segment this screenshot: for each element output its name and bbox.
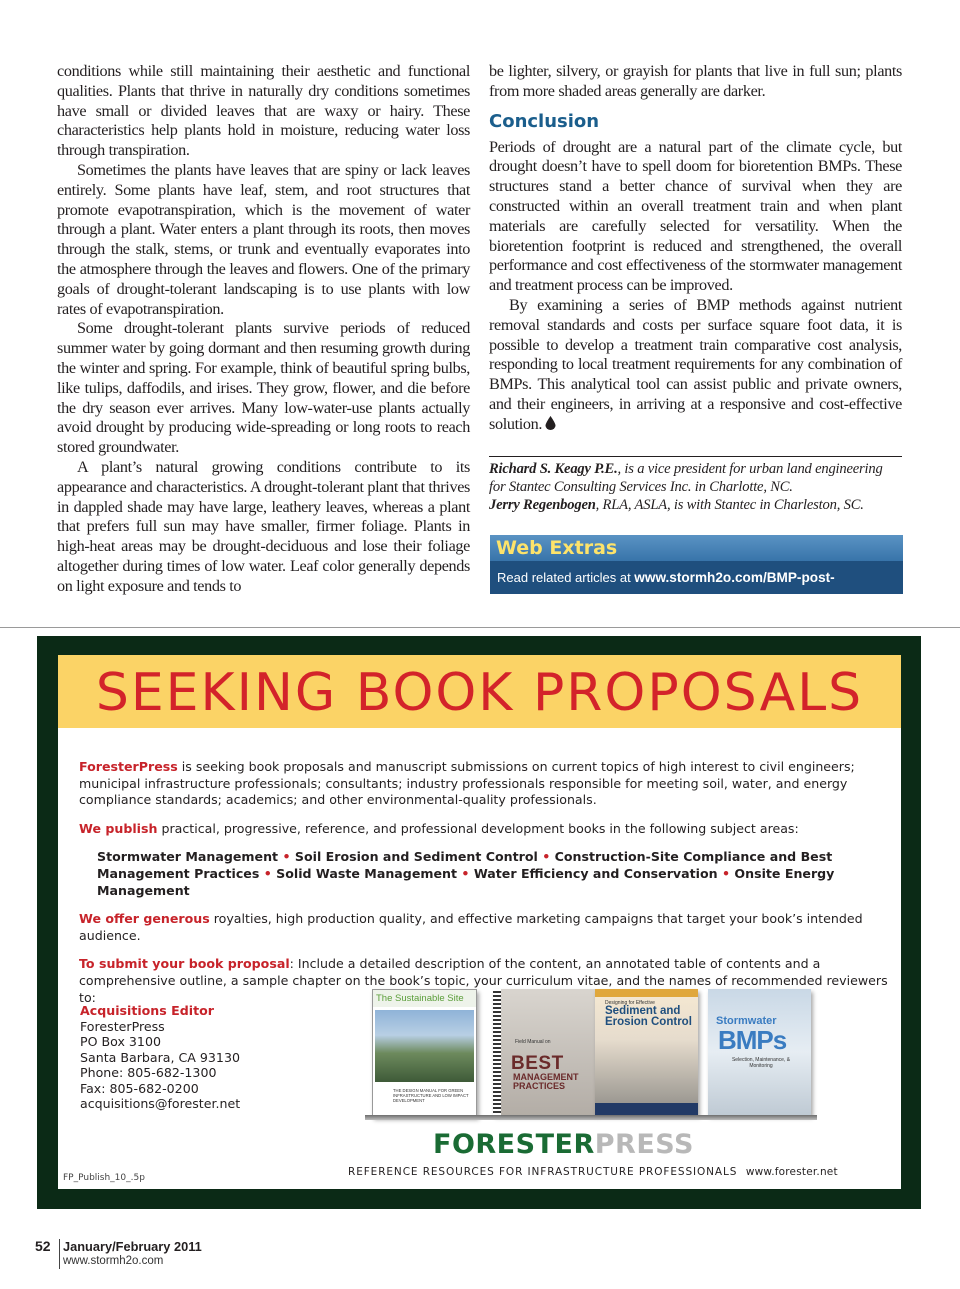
web-extras-link[interactable]: www.stormh2o.com/BMP-post-construction [497, 570, 835, 618]
article-paragraph: Some drought-tolerant plants survive periods of reduced summer water by going dormant and then resuming growth during the winter and spring. For example, think of beautiful spring bulbs, like tulips, daffodils, and irises. They grow, flower, and die before the dry season ever arrives. Many low-water-use plants actually avoid drought by producing wide-spreading or long roots to reach stored groundwater. [57, 319, 470, 457]
book-cover-sustainable-site [372, 989, 477, 1117]
article-paragraph: A plant’s natural growing conditions contribute to its appearance and characteristics. A drought-tolerant plant that thrives in dappled shade may have large, leathery leaves, whereas a plant that prefers full sun may have smaller, firmer foliage. Plants in high-heat areas may be drought-deciduous and lose their foliage altogether during times of low water. Leaf color generally depends on light exposure and tends to [57, 457, 470, 595]
book-title: Sediment and Erosion Control [605, 1005, 692, 1028]
contact-title: Acquisitions Editor [80, 1003, 214, 1018]
subject-item: Onsite Energy Management [97, 865, 835, 898]
ad-lead: ForesterPress [79, 759, 178, 774]
subject-areas [79, 849, 894, 899]
author-name: Richard S. Keagy P.E. [489, 461, 618, 477]
article-paragraph: Periods of drought are a natural part of the climate cycle, but drought doesn’t have to spell doom for bioretention BMPs. These structures stand a better chance of survival when they are constructed within an overall treatment train and when plant materials are carefully selected for versatility. When the bioretention footprint is reduced and strengthened, the overall performance and cost effectiveness of the stormwater management and treatment process can be improved. [489, 137, 902, 295]
author-bio-1 [489, 461, 902, 497]
article-paragraph-last [489, 296, 902, 435]
article-paragraph-text: By examining a series of BMP methods against nutrient removal standards and costs per surface square foot data, it is possible to develop a treatment train comparative cost analysis, responding to local treatment requirements for any combination of BMPs. This analytical tool can assist public and private owners, and their engineers, in arriving at a responsive and cost-effective solution. [489, 295, 902, 433]
book-footer-band [595, 1103, 698, 1115]
conclusion-heading: Conclusion [489, 110, 600, 132]
web-extras-prefix: Read related articles at [497, 570, 635, 585]
book-title-large: BMPs [718, 1025, 787, 1055]
author-description: , RLA, ASLA, is with Stantec in Charleston, SC. [595, 496, 864, 513]
book-covers [369, 989, 815, 1119]
author-name: Jerry Regenbogen [489, 496, 596, 513]
logo-wordmark [433, 1129, 694, 1161]
contact-line: PO Box 3100 [80, 1034, 161, 1049]
web-extras-link-row [490, 561, 903, 618]
book-cover-bmp-field-manual [493, 989, 596, 1115]
book-band [595, 989, 698, 997]
web-extras-box [490, 535, 903, 618]
tagline-text: REFERENCE RESOURCES FOR INFRASTRUCTURE PROFESSIONALS [348, 1166, 738, 1178]
ad-text: practical, progressive, reference, and professional development books in the following subject areas: [157, 820, 799, 836]
advertisement [37, 636, 921, 1209]
subject-item: Solid Waste Management [276, 865, 458, 881]
article-right-column [489, 62, 902, 435]
contact-line: Santa Barbara, CA 93130 [80, 1049, 240, 1065]
book-spine-pattern [493, 989, 501, 1115]
book-title: The Sustainable Site [373, 990, 476, 1007]
logo-forester: FORESTER [433, 1129, 595, 1160]
ad-paragraph [79, 821, 894, 838]
book-title: Stormwater [716, 1015, 777, 1027]
contact-email[interactable]: acquisitions@forester.net [80, 1096, 241, 1111]
book-cover-sediment-erosion [595, 989, 698, 1115]
book-subtitle: THE DESIGN MANUAL FOR GREEN INFRASTRUCTURE AND LOW IMPACT DEVELOPMENT [393, 1088, 469, 1103]
article-paragraph: conditions while still maintaining their aesthetic and functional qualities. Plants that thrive in naturally dry conditions sometimes have small or divided leaves that are waxy or hairy. These characteristics help plants hold in moisture, reducing water loss through transpiration. [57, 62, 470, 160]
book-title: BEST [511, 1053, 564, 1074]
issue-date: January/February 2011 [63, 1239, 202, 1254]
contact-fax: Fax: 805-682-0200 [80, 1080, 199, 1096]
footer-website[interactable]: www.stormh2o.com [63, 1255, 164, 1267]
footer-divider [59, 1239, 60, 1269]
ad-headline: SEEKING BOOK PROPOSALS [58, 655, 901, 728]
web-extras-title: Web Extras [490, 535, 903, 561]
ad-paragraph [79, 911, 894, 944]
subject-separator: • [537, 849, 555, 865]
book-subtitle: Designing for Effective [605, 1000, 655, 1006]
book-title-secondary: MANAGEMENT PRACTICES [513, 1072, 579, 1091]
author-bio [489, 456, 902, 514]
tagline-url[interactable]: www.forester.net [745, 1166, 838, 1178]
subject-item: Soil Erosion and Sediment Control [294, 849, 538, 865]
ad-text: : Include a detailed description of the content, an annotated table of contents and a comprehensive outline, a sample chapter on the book’s topic, your curriculum vitae, and the names of recommended reviewers to: [79, 956, 888, 1005]
ad-lead: We offer generous [79, 911, 210, 927]
foresterpress-logo [433, 1129, 793, 1161]
water-drop-icon [545, 416, 556, 430]
article-paragraph: Sometimes the plants have leaves that are spiny or lack leaves entirely. Some plants have leaf, stem, and root structures that promote evapotranspiration, which is the movement of water through a plant. Water enters a plant through its roots, then moves through the stalk, stems, or trunk and eventually evaporates into the atmosphere through the leaves and flowers. One of the primary goals of drought-tolerant landscaping is to use plants with low rates of evapotranspiration. [57, 160, 470, 318]
ad-tagline [348, 1166, 838, 1178]
author-bio-2 [489, 497, 902, 515]
ad-text: royalties, high production quality, and effective marketing campaigns that target your book’s intended audience. [79, 911, 863, 943]
subject-separator: • [457, 865, 474, 881]
article-paragraph: be lighter, silvery, or grayish for plants that live in full sun; plants from more shaded areas generally are darker. [489, 62, 902, 100]
article-left-column [57, 62, 470, 597]
contact-line: ForesterPress [80, 1018, 165, 1034]
subject-item: Construction-Site Compliance and Best Management Practices [97, 849, 833, 881]
subject-separator: • [717, 865, 735, 881]
ad-text: is seeking book proposals and manuscript submissions on current topics of high interest to civil engineers; municipal infrastructure professionals; consultants; industry professionals responsible for meeting soil, water, and energy compliance standards; academics; and other environmental-quality professionals. [79, 759, 855, 808]
page-number: 52 [35, 1238, 51, 1254]
ad-lead: To submit your book proposal [79, 956, 290, 972]
subject-item: Stormwater Management [97, 849, 279, 865]
author-description: , is a vice president for urban land engineering for Stantec Consulting Services Inc. in Charlotte, NC. [489, 461, 883, 495]
book-subtitle: Field Manual on [515, 1039, 551, 1045]
book-cover-stormwater-bmps [708, 989, 811, 1115]
subject-item: Water Efficiency and Conservation [473, 865, 718, 881]
section-divider [0, 627, 960, 628]
book-shelf [365, 1115, 817, 1120]
book-photo [375, 1010, 474, 1082]
book-subtitle: Selection, Maintenance, & Monitoring [731, 1057, 791, 1069]
subject-separator: • [259, 865, 277, 881]
ad-body [79, 759, 894, 1018]
subject-separator: • [278, 849, 295, 865]
logo-press: PRESS [594, 1129, 694, 1160]
ad-panel [58, 655, 901, 1189]
ad-paragraph [79, 759, 894, 809]
contact-address [80, 1003, 240, 1112]
ad-lead: We publish [79, 820, 158, 836]
contact-phone: Phone: 805-682-1300 [80, 1065, 217, 1080]
ad-code: FP_Publish_10_.5p [63, 1173, 145, 1183]
